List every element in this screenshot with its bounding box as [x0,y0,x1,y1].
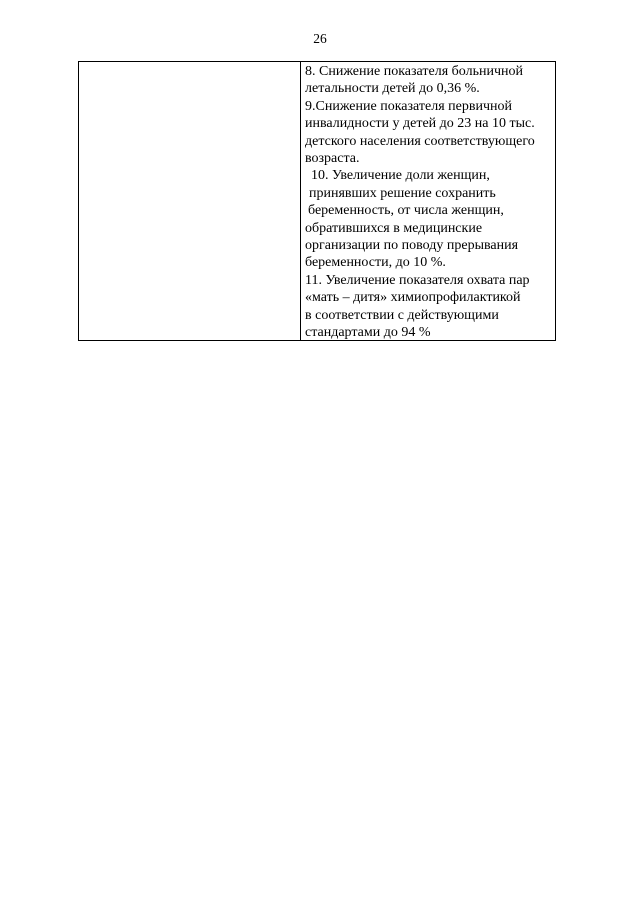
cell-text-line: возраста. [305,151,360,167]
cell-text-line: принявших решение сохранить [309,185,496,201]
cell-text-line: 8. Снижение показателя больничной [305,64,523,79]
cell-text-line: организации по поводу прерывания [305,238,519,254]
cell-text-line: 10. Увеличение доли женщин, [311,168,490,184]
cell-text-line: детского населения соответствующего [305,133,535,149]
page-number: 26 [313,31,327,46]
table-cell-right [301,62,555,340]
cell-text-line: инвалидности у детей до 23 на 10 тыс. [305,116,535,132]
cell-text-line: обратившихся в медицинские [305,220,483,236]
cell-text-line: беременности, до 10 %. [305,255,446,271]
cell-text-line: в соответствии с действующими [305,307,499,323]
cell-text-line: 9.Снижение показателя первичной [305,98,512,114]
table-cell-left [79,62,301,340]
cell-text-line: беременность, от числа женщин, [308,203,504,219]
cell-text-line: летальности детей до 0,36 %. [305,81,480,97]
indicators-table [78,61,556,341]
cell-text-line: 11. Увеличение показателя охвата пар [305,272,530,288]
cell-text-line: «мать – дитя» химиопрофилактикой [305,290,521,306]
cell-text-line: стандартами до 94 % [305,325,431,341]
